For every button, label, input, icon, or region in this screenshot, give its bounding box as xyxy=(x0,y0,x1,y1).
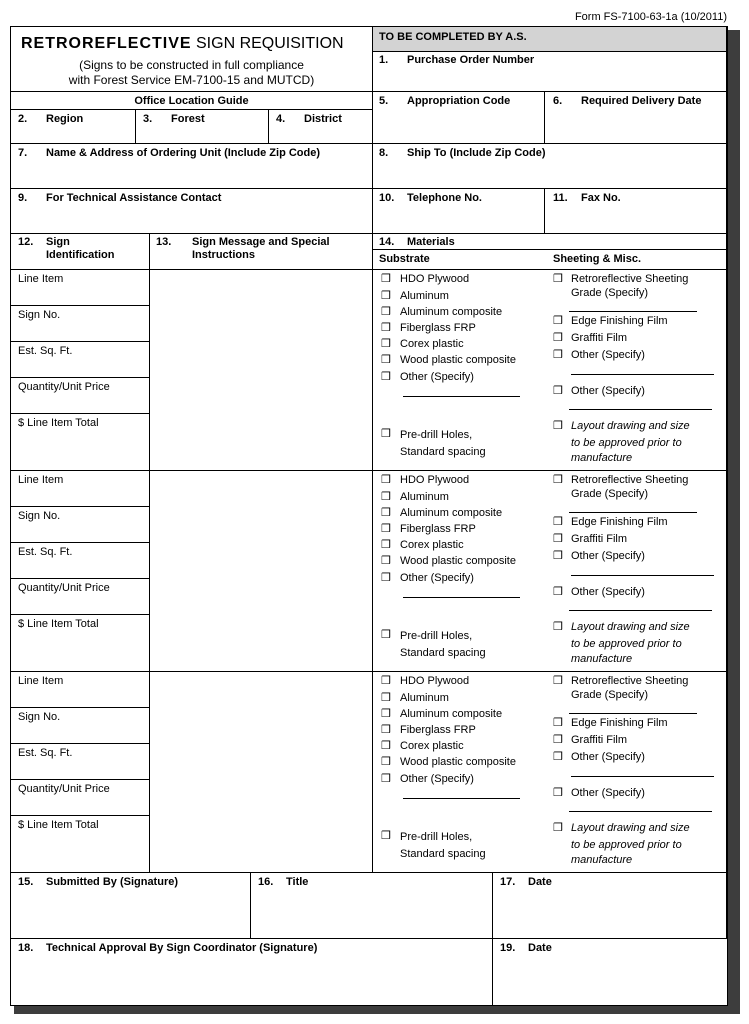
item1-layout-line3: manufacture xyxy=(571,452,633,464)
office-location-guide: Office Location Guide xyxy=(11,92,373,110)
item2-other-a-label: Other (Specify) xyxy=(571,550,645,562)
item2-layout-approval-checkbox[interactable]: ❒ xyxy=(553,621,563,633)
item2-edge-label: Edge Finishing Film xyxy=(571,516,668,528)
item1-row-label: Est. Sq. Ft. xyxy=(18,345,73,357)
item3-layout-approval-checkbox[interactable]: ❒ xyxy=(553,822,563,834)
item2-row-label: Est. Sq. Ft. xyxy=(18,546,73,558)
substrate-header: Substrate xyxy=(379,253,430,265)
item3-other-b-checkbox[interactable]: ❒ xyxy=(553,787,563,799)
item2-retro-label: Retroreflective Sheeting xyxy=(571,474,689,486)
item1-retro-grade-label: Grade (Specify) xyxy=(571,287,649,299)
item3-substrate-6-checkbox[interactable]: ❒ xyxy=(381,773,391,785)
item3-substrate-label: HDO Plywood xyxy=(400,675,470,687)
item3-substrate-label: Aluminum xyxy=(400,692,449,704)
item3-substrate-label: Corex plastic xyxy=(400,740,464,752)
approval-date-field[interactable]: 19. Date xyxy=(500,942,552,954)
item3-row-2[interactable] xyxy=(11,744,150,780)
item3-row-label: Quantity/Unit Price xyxy=(18,783,110,795)
technical-contact-field[interactable]: 9. For Technical Assistance Contact xyxy=(11,189,373,234)
item1-layout-line1: Layout drawing and size xyxy=(571,420,690,432)
item2-layout-line1: Layout drawing and size xyxy=(571,621,690,633)
item3-sign-message[interactable] xyxy=(150,672,373,873)
forest-field[interactable]: 3. Forest xyxy=(136,110,269,144)
item2-other-b-checkbox[interactable]: ❒ xyxy=(553,586,563,598)
item1-substrate-5-checkbox[interactable]: ❒ xyxy=(381,354,391,366)
item2-grade-specify-line xyxy=(569,512,697,513)
item1-row-label: $ Line Item Total xyxy=(18,417,99,429)
item3-retro-grade-label: Grade (Specify) xyxy=(571,689,649,701)
item2-row-label: Sign No. xyxy=(18,510,61,522)
item1-substrate-label: Wood plastic composite xyxy=(400,354,516,366)
item2-row-label: $ Line Item Total xyxy=(18,618,99,630)
item3-substrate-1-checkbox[interactable]: ❒ xyxy=(381,692,391,704)
item2-substrate-label: HDO Plywood xyxy=(400,474,470,486)
district-field[interactable]: 4. District xyxy=(269,110,373,144)
item1-substrate-label: Aluminum xyxy=(400,290,449,302)
fax-field[interactable]: 11. Fax No. xyxy=(545,189,727,234)
item1-row-2[interactable] xyxy=(11,342,150,378)
item2-substrate-4-checkbox[interactable]: ❒ xyxy=(381,539,391,551)
item1-substrate-4-checkbox[interactable]: ❒ xyxy=(381,338,391,350)
item2-substrate-specify-line xyxy=(403,597,520,598)
item2-substrate-label: Wood plastic composite xyxy=(400,555,516,567)
sheeting-header: Sheeting & Misc. xyxy=(553,253,642,265)
item2-substrate-6-checkbox[interactable]: ❒ xyxy=(381,572,391,584)
item3-substrate-5-checkbox[interactable]: ❒ xyxy=(381,756,391,768)
item1-sign-message[interactable] xyxy=(150,270,373,471)
item2-row-label: Quantity/Unit Price xyxy=(18,582,110,594)
item2-other-b-specify-line xyxy=(569,610,712,611)
item1-substrate-0-checkbox[interactable]: ❒ xyxy=(381,273,391,285)
item2-other-a-specify-line xyxy=(571,575,714,576)
item2-predrill-line1: Pre-drill Holes, xyxy=(400,630,473,642)
item2-sign-message[interactable] xyxy=(150,471,373,672)
item3-row-0[interactable] xyxy=(11,672,150,708)
item2-substrate-3-checkbox[interactable]: ❒ xyxy=(381,523,391,535)
item1-row-label: Sign No. xyxy=(18,309,61,321)
form-subtitle-line1: (Signs to be constructed in full compliance xyxy=(79,58,304,72)
item3-predrill-checkbox[interactable]: ❒ xyxy=(381,830,391,842)
item2-substrate-2-checkbox[interactable]: ❒ xyxy=(381,507,391,519)
item3-row-label: Sign No. xyxy=(18,711,61,723)
item3-edge-film-checkbox[interactable]: ❒ xyxy=(553,717,563,729)
item1-other-a-specify-line xyxy=(571,374,714,375)
item2-other-b-label: Other (Specify) xyxy=(571,586,645,598)
telephone-field[interactable]: 10. Telephone No. xyxy=(373,189,545,234)
item1-other-a-label: Other (Specify) xyxy=(571,349,645,361)
item3-edge-label: Edge Finishing Film xyxy=(571,717,668,729)
item1-substrate-3-checkbox[interactable]: ❒ xyxy=(381,322,391,334)
item2-row-label: Line Item xyxy=(18,474,64,486)
item2-graffiti-film-checkbox[interactable]: ❒ xyxy=(553,533,563,545)
item3-graffiti-label: Graffiti Film xyxy=(571,734,628,746)
item1-row-0[interactable] xyxy=(11,270,150,306)
item2-row-3[interactable] xyxy=(11,579,150,615)
item2-retro-grade-label: Grade (Specify) xyxy=(571,488,649,500)
item1-row-1[interactable] xyxy=(11,306,150,342)
item1-substrate-specify-line xyxy=(403,396,520,397)
item2-edge-film-checkbox[interactable]: ❒ xyxy=(553,516,563,528)
item3-other-a-checkbox[interactable]: ❒ xyxy=(553,751,563,763)
item3-other-a-specify-line xyxy=(571,776,714,777)
item2-row-0[interactable] xyxy=(11,471,150,507)
item2-substrate-1-checkbox[interactable]: ❒ xyxy=(381,491,391,503)
item3-other-b-label: Other (Specify) xyxy=(571,787,645,799)
purchase-order-field[interactable]: 1. Purchase Order Number xyxy=(373,52,727,92)
item2-row-1[interactable] xyxy=(11,507,150,543)
item1-edge-label: Edge Finishing Film xyxy=(571,315,668,327)
materials-header: 14. Materials xyxy=(373,234,727,250)
item3-row-4[interactable] xyxy=(11,816,150,873)
item3-substrate-label: Aluminum composite xyxy=(400,708,503,720)
item3-retroreflective-checkbox[interactable]: ❒ xyxy=(553,675,563,687)
item3-substrate-3-checkbox[interactable]: ❒ xyxy=(381,724,391,736)
item2-predrill-checkbox[interactable]: ❒ xyxy=(381,629,391,641)
item3-other-b-specify-line xyxy=(569,811,712,812)
requisition-form xyxy=(10,26,728,1006)
item3-row-label: Est. Sq. Ft. xyxy=(18,747,73,759)
item2-layout-line2: to be approved prior to xyxy=(571,638,682,650)
title-field[interactable]: 16. Title xyxy=(251,873,493,939)
form-subtitle-line2: with Forest Service EM-7100-15 and MUTCD) xyxy=(68,73,315,87)
item3-predrill-line1: Pre-drill Holes, xyxy=(400,831,473,843)
item1-edge-film-checkbox[interactable]: ❒ xyxy=(553,315,563,327)
technical-approval-field[interactable]: 18. Technical Approval By Sign Coordinator (Signature) xyxy=(11,939,493,1005)
item1-retroreflective-checkbox[interactable]: ❒ xyxy=(553,273,563,285)
item3-row-label: Line Item xyxy=(18,675,64,687)
item2-graffiti-label: Graffiti Film xyxy=(571,533,628,545)
item1-other-a-checkbox[interactable]: ❒ xyxy=(553,349,563,361)
item3-graffiti-film-checkbox[interactable]: ❒ xyxy=(553,734,563,746)
form-title-block xyxy=(11,27,373,92)
item2-layout-line3: manufacture xyxy=(571,653,633,665)
item3-row-3[interactable] xyxy=(11,780,150,816)
item1-substrate-2-checkbox[interactable]: ❒ xyxy=(381,306,391,318)
item2-row-4[interactable] xyxy=(11,615,150,672)
item1-substrate-label: Other (Specify) xyxy=(400,371,474,383)
item1-graffiti-label: Graffiti Film xyxy=(571,332,628,344)
item1-substrate-label: Fiberglass FRP xyxy=(400,322,476,334)
item1-layout-approval-checkbox[interactable]: ❒ xyxy=(553,420,563,432)
item3-substrate-2-checkbox[interactable]: ❒ xyxy=(381,708,391,720)
item2-substrate-5-checkbox[interactable]: ❒ xyxy=(381,555,391,567)
as-header: TO BE COMPLETED BY A.S. xyxy=(373,27,727,52)
item3-row-label: $ Line Item Total xyxy=(18,819,99,831)
item3-substrate-4-checkbox[interactable]: ❒ xyxy=(381,740,391,752)
item1-predrill-line1: Pre-drill Holes, xyxy=(400,429,473,441)
item1-row-label: Line Item xyxy=(18,273,64,285)
item1-other-b-label: Other (Specify) xyxy=(571,385,645,397)
item2-substrate-0-checkbox[interactable]: ❒ xyxy=(381,474,391,486)
item3-substrate-specify-line xyxy=(403,798,520,799)
item1-row-4[interactable] xyxy=(11,414,150,471)
item2-substrate-label: Aluminum xyxy=(400,491,449,503)
item1-substrate-1-checkbox[interactable]: ❒ xyxy=(381,290,391,302)
item1-substrate-label: Corex plastic xyxy=(400,338,464,350)
materials-subheader xyxy=(373,250,727,270)
item1-other-b-checkbox[interactable]: ❒ xyxy=(553,385,563,397)
item3-substrate-0-checkbox[interactable]: ❒ xyxy=(381,675,391,687)
ship-to-field[interactable]: 8. Ship To (Include Zip Code) xyxy=(373,144,727,189)
item1-row-label: Quantity/Unit Price xyxy=(18,381,110,393)
item2-substrate-label: Corex plastic xyxy=(400,539,464,551)
item3-substrate-label: Fiberglass FRP xyxy=(400,724,476,736)
sign-identification-header: 12. Sign Identification xyxy=(11,234,150,270)
item1-layout-line2: to be approved prior to xyxy=(571,437,682,449)
sign-message-header: 13. Sign Message and Special Instructions xyxy=(150,234,373,270)
item2-substrate-label: Other (Specify) xyxy=(400,572,474,584)
item3-layout-line2: to be approved prior to xyxy=(571,839,682,851)
item3-substrate-label: Wood plastic composite xyxy=(400,756,516,768)
item3-layout-line1: Layout drawing and size xyxy=(571,822,690,834)
item3-predrill-line2: Standard spacing xyxy=(400,848,486,860)
item1-row-3[interactable] xyxy=(11,378,150,414)
item3-retro-label: Retroreflective Sheeting xyxy=(571,675,689,687)
item3-row-1[interactable] xyxy=(11,708,150,744)
item1-substrate-label: HDO Plywood xyxy=(400,273,470,285)
item2-row-2[interactable] xyxy=(11,543,150,579)
item1-graffiti-film-checkbox[interactable]: ❒ xyxy=(553,332,563,344)
item2-retroreflective-checkbox[interactable]: ❒ xyxy=(553,474,563,486)
item1-substrate-label: Aluminum composite xyxy=(400,306,503,318)
item3-grade-specify-line xyxy=(569,713,697,714)
item3-other-a-label: Other (Specify) xyxy=(571,751,645,763)
region-field[interactable]: 2. Region xyxy=(11,110,136,144)
appropriation-code-field[interactable]: 5. Appropriation Code xyxy=(373,92,545,144)
submitted-by-field[interactable]: 15. Submitted By (Signature) xyxy=(11,873,251,939)
item2-predrill-line2: Standard spacing xyxy=(400,647,486,659)
item1-predrill-line2: Standard spacing xyxy=(400,446,486,458)
item1-predrill-checkbox[interactable]: ❒ xyxy=(381,428,391,440)
item1-retro-label: Retroreflective Sheeting xyxy=(571,273,689,285)
item2-other-a-checkbox[interactable]: ❒ xyxy=(553,550,563,562)
item3-substrate-label: Other (Specify) xyxy=(400,773,474,785)
form-number: Form FS-7100-63-1a (10/2011) xyxy=(574,11,727,23)
item1-grade-specify-line xyxy=(569,311,697,312)
item2-substrate-label: Fiberglass FRP xyxy=(400,523,476,535)
submitted-date-field[interactable]: 17. Date xyxy=(493,873,727,939)
delivery-date-field[interactable]: 6. Required Delivery Date xyxy=(545,92,727,144)
form-title: RETROREFLECTIVE SIGN REQUISITION xyxy=(21,35,344,52)
ordering-unit-field[interactable]: 7. Name & Address of Ordering Unit (Include Zip Code) xyxy=(11,144,373,189)
item3-layout-line3: manufacture xyxy=(571,854,633,866)
item1-other-b-specify-line xyxy=(569,409,712,410)
item1-substrate-6-checkbox[interactable]: ❒ xyxy=(381,371,391,383)
item2-substrate-label: Aluminum composite xyxy=(400,507,503,519)
